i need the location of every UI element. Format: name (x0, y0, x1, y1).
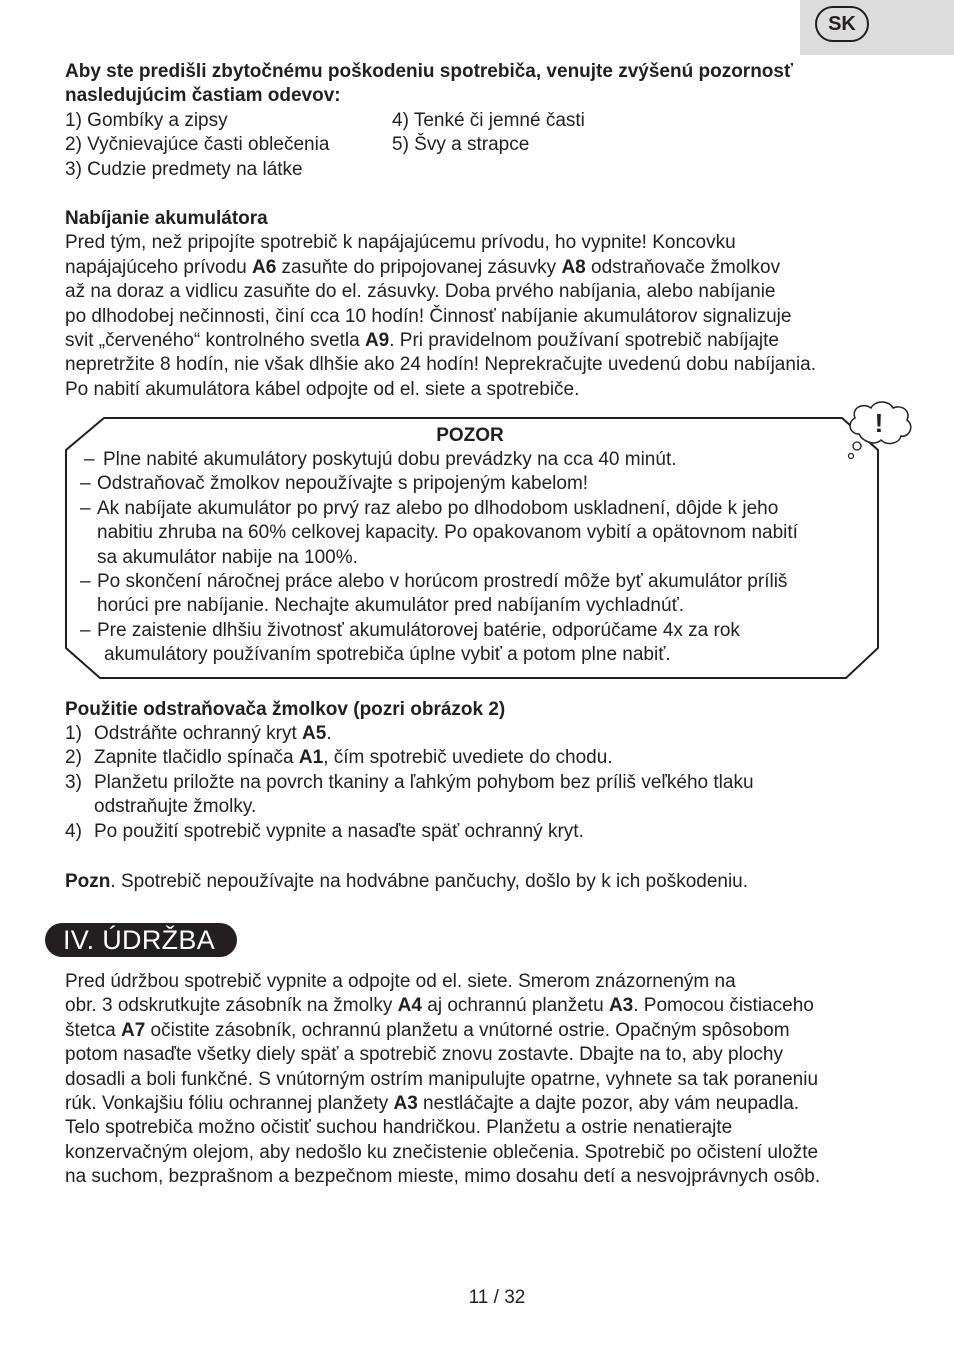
section-heading-maintenance: IV. ÚDRŽBA (45, 923, 237, 957)
usage-title-block (65, 698, 885, 722)
maintenance-line: Pred údržbou spotrebič vypnite a odpojte od el. siete. Smerom znázorneným na (65, 971, 736, 992)
charging-line: Po nabití akumulátora kábel odpojte od el. siete a spotrebiče. (65, 378, 580, 400)
warning-title: POZOR (436, 425, 504, 446)
warning-item: – Plne nabité akumulátory poskytujú dobu prevádzky na cca 40 minút. (84, 449, 677, 470)
part-ref-a3: A3 (393, 1093, 418, 1115)
warning-item: – Po skončení náročnej práce alebo v horúcom prostredí môže byť akumulátor príliš horúci pre nabíjanie. Nechajte akumulátor pred nabíjaním vychladnúť. (80, 571, 788, 617)
note-text: . Spotrebič nepoužívajte na hodvábne pančuchy, došlo by k ich poškodeniu. (110, 871, 749, 892)
intro-row-2 (65, 133, 885, 157)
maintenance-line: štetca A7 očistite zásobník, ochrannú planžetu a vnútorné ostrie. Opačným spôsobom (65, 1019, 790, 1041)
intro-item: 3) Cudzie predmety na látke (65, 158, 303, 180)
charging-line: nepretržite 8 hodín, nie však dlhšie ako 24 hodín! Neprekračujte uvedenú dobu nabíjania. (65, 354, 817, 376)
intro-heading-line-2: nasledujúcim častiam odevov: (65, 85, 341, 107)
usage-steps (65, 722, 885, 844)
intro-item: 5) Švy a strapce (392, 134, 530, 156)
part-ref-a1: A1 (298, 747, 324, 769)
charging-line: svit „červeného“ kontrolného svetla A9. Pri pravidelnom používaní spotrebič nabíjajte (65, 330, 779, 352)
maintenance-line: dosadli a boli funkčné. S vnútorným ostrím manipulujte opatrne, vyhnete sa tak poraneniu (65, 1068, 819, 1090)
maintenance-line: konzervačným olejom, aby nedošlo ku znečistenie oblečenia. Spotrebič po očistení uložte (65, 1141, 819, 1163)
intro-row-1 (65, 109, 885, 133)
intro-item: 1) Gombíky a zipsy (65, 109, 228, 131)
language-badge: SK (815, 6, 869, 42)
maintenance-line: Telo spotrebiča možno očistiť suchou handričkou. Planžetu a ostrie nenatierajte (65, 1117, 733, 1139)
intro-item: 4) Tenké či jemné časti (392, 109, 585, 131)
part-ref-a9: A9 (364, 330, 390, 352)
usage-step: 2) Zapnite tlačidlo spínača A1, čím spotrebič uvediete do chodu. (65, 747, 613, 769)
usage-title: Použitie odstraňovača žmolkov (pozri obrázok 2) (65, 699, 506, 720)
note-label: Pozn (65, 871, 111, 892)
intro-row-3 (65, 158, 885, 182)
maintenance-section (65, 970, 895, 1190)
warning-item: – Pre zaistenie dlhšiu životnosť akumulátorovej batérie, odporúčame 4x za rok akumulátory používaním spotrebiča úplne vybiť a potom plne nabiť. (80, 619, 740, 666)
part-ref-a4: A4 (397, 995, 422, 1017)
part-ref-a6: A6 (251, 256, 277, 278)
charging-section (65, 207, 885, 402)
usage-step: 1) Odstráňte ochranný kryt A5. (65, 723, 332, 744)
part-ref-a8: A8 (561, 256, 586, 278)
warning-item: – Odstraňovač žmolkov nepoužívajte s pripojeným kabelom! (80, 473, 589, 495)
exclamation-mark: ! (874, 408, 884, 438)
intro-section (65, 60, 885, 182)
charging-line: až na doraz a vidlicu zasuňte do el. zásuvky. Doba prvého nabíjania, alebo nabíjanie (65, 281, 776, 303)
maintenance-line: rúk. Vonkajšiu fóliu ochrannej planžety A3 nestláčajte a dajte pozor, aby vám neupadla. (65, 1093, 800, 1115)
page-number: 11 / 32 (468, 1287, 526, 1308)
usage-note (65, 870, 885, 894)
part-ref-a5: A5 (302, 723, 327, 744)
part-ref-a7: A7 (120, 1019, 146, 1041)
maintenance-line: obr. 3 odskrutkujte zásobník na žmolky A4 aj ochrannú planžetu A3. Pomocou čistiaceho (65, 995, 814, 1017)
maintenance-line: potom nasaďte všetky diely späť a spotrebič znovu zostavte. Dbajte na to, aby plochy (65, 1044, 783, 1066)
charging-title: Nabíjanie akumulátora (65, 208, 268, 229)
part-ref-a3: A3 (608, 995, 634, 1017)
warning-list (80, 448, 870, 668)
warning-item: – Ak nabíjate akumulátor po prvý raz alebo po dlhodobom uskladnení, dôjde k jeho nabitiu zhruba na 60% celkovej kapacity. Po opakovanom vybití a opätovnom nabití sa akumulátor nabije na 100%. (80, 497, 798, 568)
intro-heading-line-1: Aby ste predišli zbytočnému poškodeniu spotrebiča, venujte zvýšenú pozornosť (65, 61, 794, 82)
maintenance-line: na suchom, bezprašnom a bezpečnom mieste, mimo dosahu detí a nesvojprávnych osôb. (65, 1166, 821, 1188)
intro-item: 2) Vyčnievajúce časti oblečenia (65, 134, 330, 156)
charging-line: napájajúceho prívodu A6 zasuňte do pripojovanej zásuvky A8 odstraňovače žmolkov (65, 256, 781, 278)
usage-step: 4) Po použití spotrebič vypnite a nasaďte späť ochranný kryt. (65, 820, 584, 842)
usage-step: 3) Planžetu priložte na povrch tkaniny a ľahkým pohybom bez príliš veľkého tlaku odstraňujte žmolky. (65, 771, 754, 818)
charging-line: po dlhodobej nečinnosti, činí cca 10 hodín! Činnosť nabíjanie akumulátorov signalizuje (65, 305, 792, 327)
charging-line: Pred tým, než pripojíte spotrebič k napájajúcemu prívodu, ho vypnite! Koncovku (65, 232, 736, 254)
